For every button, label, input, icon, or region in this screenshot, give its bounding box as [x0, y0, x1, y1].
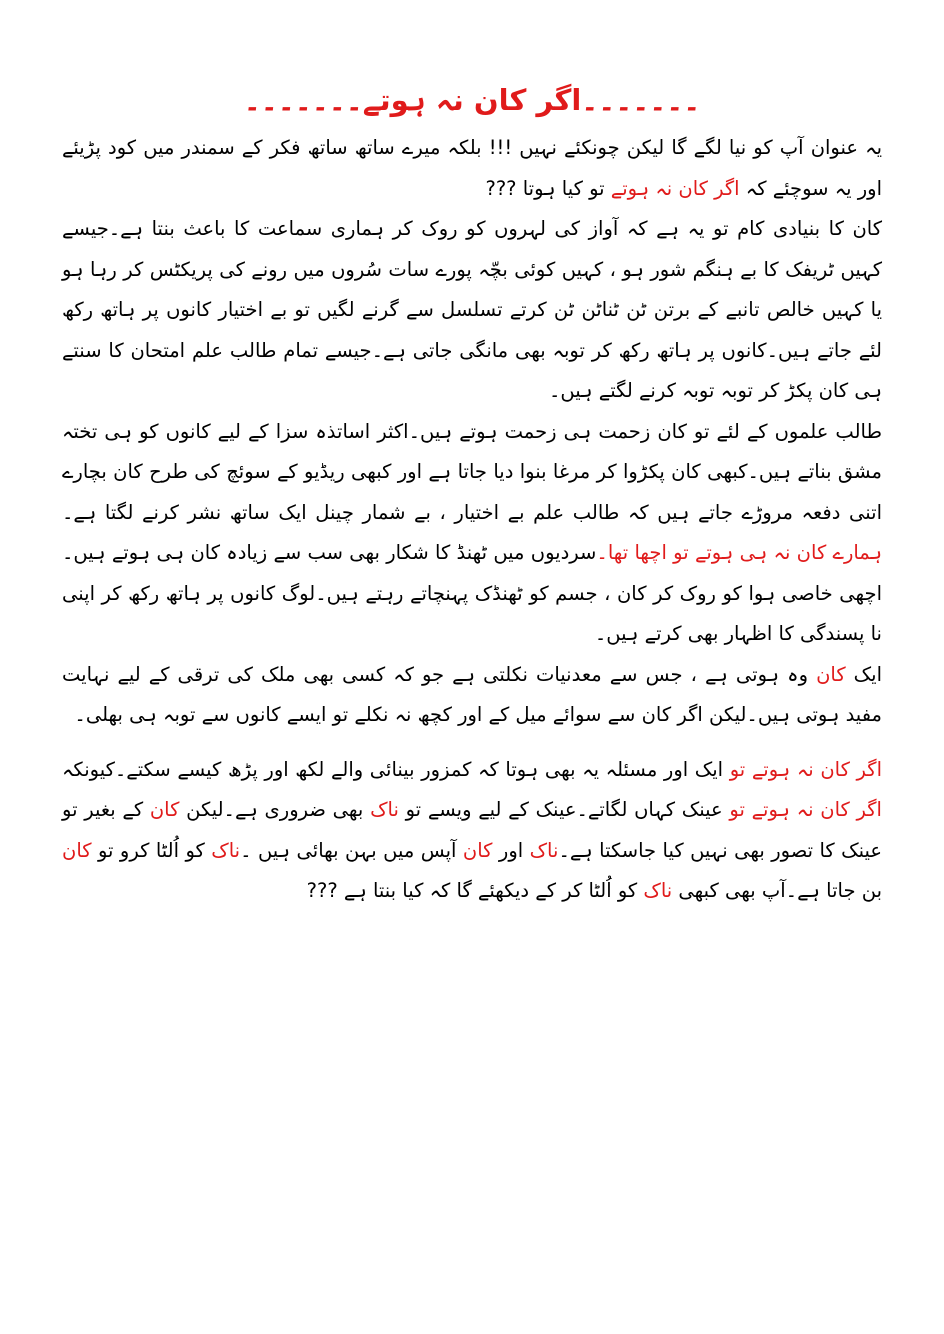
text-segment: بھی ضروری ہے۔لیکن	[179, 798, 371, 821]
highlighted-text: ہمارے کان نہ ہی ہوتے تو اچھا تھا۔	[596, 541, 882, 564]
highlighted-text: ناک	[643, 879, 673, 902]
paragraph-spacer	[62, 736, 882, 750]
highlighted-text: اگر کان نہ ہوتے تو	[729, 757, 882, 781]
text-segment: ایک	[845, 662, 882, 686]
highlighted-text: ناک	[370, 798, 399, 821]
paragraph-ear-function	[62, 209, 882, 412]
highlighted-text: کان	[462, 838, 493, 862]
text-segment: کو اُلٹا کر کے دیکھئے گا کہ کیا بنتا ہے ???	[306, 879, 644, 902]
highlighted-text: کان	[149, 798, 180, 821]
highlighted-text: اگر کان نہ ہوتے	[610, 176, 740, 200]
text-segment: سردیوں میں ٹھنڈ کا شکار بھی سب سے زیادہ کان ہی ہوتے ہیں۔اچھی خاصی ہوا کو روک کر کان ، جسم کو ٹھنڈک پہنچاتے رہتے ہیں۔لوگ کانوں پر ہاتھ رکھ کر اپنی نا پسندگی کا اظہار بھی کرتے ہیں۔	[62, 541, 882, 645]
article-body	[62, 128, 882, 912]
highlighted-text: کان	[62, 838, 92, 862]
text-segment: وہ ہوتی ہے ، جس سے معدنیات نکلتی ہے جو کہ کسی بھی ملک کی ترقی کے لیے نہایت مفید ہوتی ہیں۔لیکن اگر کان سے سوائے میل کے اور کچھ نہ نکلے تو ایسے کانوں سے توبہ ہی بھلی۔	[62, 662, 882, 726]
paragraph-glasses	[62, 750, 882, 912]
highlighted-text: ناک	[529, 838, 559, 862]
text-segment: یہ عنوان آپ کو نیا لگے گا لیکن چونکئے نہیں !!! بلکہ میرے ساتھ ساتھ فکر کے سمندر میں کود پڑیئے اور یہ سوچئے کہ	[62, 136, 882, 200]
highlighted-text: ناک	[211, 838, 241, 862]
paragraph-mine	[62, 655, 882, 736]
paragraph-intro	[62, 128, 882, 209]
text-segment: کو اُلٹا کرو تو	[91, 838, 212, 862]
text-segment: طالب علموں کے لئے تو کان زحمت ہی زحمت ہوتے ہیں۔اکثر اساتذہ سزا کے لیے کانوں کو ہی تختہ مشق بناتے ہیں۔کبھی کان پکڑوا کر مرغا بنوا دیا جاتا ہے اور کبھی ریڈیو کے سوئچ کی طرح کان بچارے اتنی دفعہ مروڑے جاتے ہیں کہ طالب علم بے اختیار ، بے شمار چینل ایک ساتھ نشر کرنے لگتا ہے۔	[62, 419, 882, 524]
highlighted-text: اگر کان نہ ہوتے تو	[729, 798, 882, 821]
text-segment: بن جاتا ہے۔آپ بھی کبھی	[672, 879, 882, 902]
text-segment: عینک کہاں لگاتے۔عینک کے لیے ویسے تو	[398, 798, 730, 821]
text-segment: کان کا بنیادی کام تو یہ ہے کہ آواز کی لہروں کو روک کر ہماری سماعت کا باعث بنتا ہے۔جیسے کہیں ٹریفک کا بے ہنگم شور ہو ، کہیں کوئی بچّہ پورے سات سُروں میں رونے کی پریکٹس کر رہا ہو یا کہیں خالص تانبے کے برتن ٹن ٹناٹن ٹن کرتے تسلسل سے گرنے لگیں تو بے اختیار کانوں پر ہاتھ رکھ لئے جاتے ہیں۔کانوں پر ہاتھ رکھ کر توبہ بھی مانگی جاتی ہے۔جیسے تمام طالب علم امتحان کا سنتے ہی کان پکڑ کر توبہ توبہ کرنے لگتے ہیں۔	[62, 217, 882, 402]
highlighted-text: کان	[816, 662, 846, 686]
text-segment: ایک اور مسئلہ یہ بھی ہوتا کہ کمزور بینائی والے لکھ اور پڑھ کیسے سکتے۔کیونکہ	[62, 757, 730, 781]
text-segment: کے بغیر تو عینک کا تصور بھی نہیں کیا جاسکتا ہے۔	[62, 798, 882, 862]
page-title: ۔۔۔۔۔۔۔اگر کان نہ ہوتے۔۔۔۔۔۔۔	[243, 83, 701, 117]
text-segment: آپس میں بہن بھائی ہیں ۔	[240, 838, 463, 862]
text-segment: اور	[492, 838, 530, 862]
paragraph-students	[62, 412, 882, 655]
text-segment: تو کیا ہوتا ???	[485, 176, 611, 200]
